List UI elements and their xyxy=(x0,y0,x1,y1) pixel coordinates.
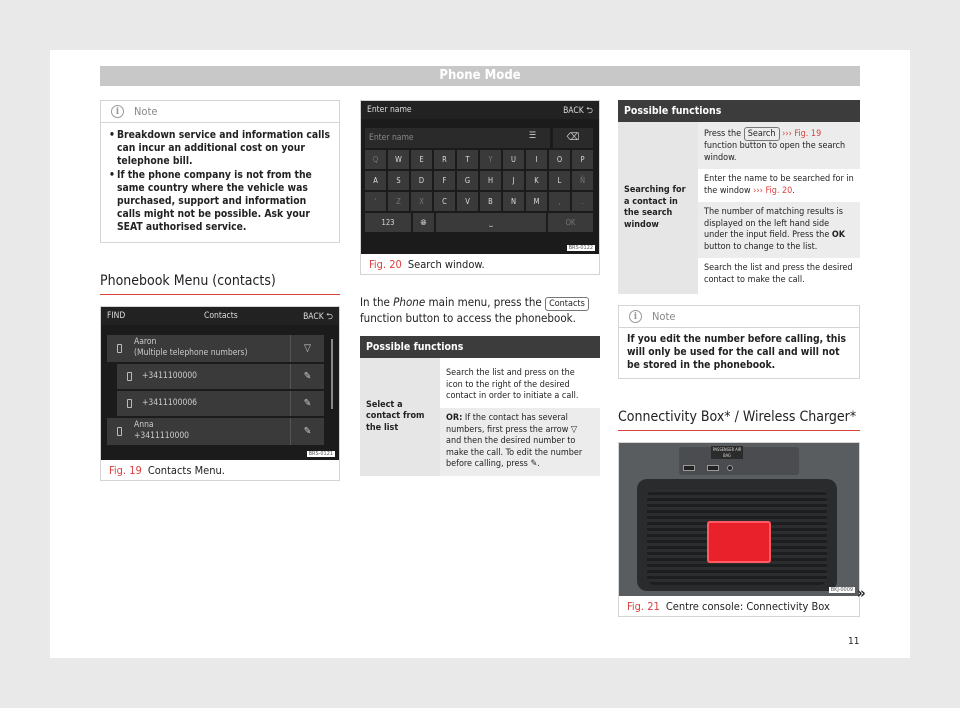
note-box xyxy=(618,305,860,379)
figure-19 xyxy=(100,306,340,481)
contact-name: Anna xyxy=(134,420,154,430)
keyboard-key[interactable]: N xyxy=(503,192,524,211)
keyboard-key[interactable]: E xyxy=(411,150,432,169)
figure-code: BRS-0122 xyxy=(568,245,593,251)
find-button[interactable]: FIND xyxy=(107,311,126,321)
keyboard-key[interactable]: K xyxy=(526,171,547,190)
search-key: Search xyxy=(744,127,780,141)
back-button[interactable]: BACK ⮌ xyxy=(563,106,593,116)
functions-table xyxy=(618,100,860,294)
contact-row[interactable] xyxy=(117,391,324,416)
table-header: Possible functions xyxy=(360,336,600,358)
table-cell: Press the Search ››› Fig. 19 function button to open the search window. xyxy=(698,122,860,169)
figure-number: Fig. 21 xyxy=(627,599,660,613)
keyboard-key[interactable]: F xyxy=(434,171,455,190)
functions-table xyxy=(360,336,600,476)
globe-icon[interactable]: 🌐︎ xyxy=(413,213,434,232)
keyboard-key[interactable]: S xyxy=(388,171,409,190)
figure-code: BKJ-0009 xyxy=(830,587,853,593)
caption-text: Centre console: Connectivity Box xyxy=(665,599,830,613)
edit-pencil-icon[interactable]: ✎ xyxy=(290,364,324,389)
column-left xyxy=(100,100,340,481)
figure-code: BRS-0121 xyxy=(308,451,333,457)
backspace-icon[interactable]: ⌫ xyxy=(553,128,593,148)
keyboard-key[interactable]: B xyxy=(480,192,501,211)
space-key[interactable]: ⎵ xyxy=(436,213,546,232)
intro-paragraph: In the Phone main menu, press the Contacts function button to access the phonebook. xyxy=(360,295,600,326)
search-screen xyxy=(361,101,599,254)
contact-number: +3411100006 xyxy=(142,398,198,408)
contact-row[interactable] xyxy=(117,364,324,389)
section-title: Phonebook Menu (contacts) xyxy=(100,273,340,295)
keyboard-key[interactable]: ' xyxy=(365,192,386,211)
list-icon[interactable]: ☰ xyxy=(529,131,537,141)
table-cell: Enter the name to be searched for in the window ››› Fig. 20. xyxy=(698,169,860,202)
keyboard-key[interactable]: C xyxy=(434,192,455,211)
usb-port[interactable] xyxy=(683,465,695,471)
contact-row[interactable] xyxy=(107,418,324,445)
console-photo xyxy=(619,443,859,596)
edit-pencil-icon[interactable]: ✎ xyxy=(290,418,324,445)
chapter-header: Phone Mode xyxy=(100,66,860,86)
figure-number: Fig. 19 xyxy=(109,463,142,477)
keyboard-key[interactable]: , xyxy=(549,192,570,211)
contact-name: Aaron xyxy=(134,337,157,347)
contacts-screen xyxy=(101,307,339,460)
note-item: • Breakdown service and information calls can incur an additional cost on your telephone bill. xyxy=(109,129,331,168)
search-input[interactable]: Enter name xyxy=(365,128,550,148)
note-header xyxy=(619,306,859,328)
back-button[interactable]: BACK ⮌ xyxy=(303,312,333,322)
caption-text: Search window. xyxy=(407,257,485,271)
note-box xyxy=(100,100,340,243)
column-right xyxy=(618,100,860,617)
note-label: Note xyxy=(652,310,676,323)
table-label: Searching for a contact in the search window xyxy=(618,122,698,294)
phone-icon xyxy=(117,344,122,353)
continued-arrow-icon: » xyxy=(857,584,866,602)
contact-row[interactable] xyxy=(107,335,324,362)
caption-text: Contacts Menu. xyxy=(147,463,225,477)
screen-title: Contacts xyxy=(204,311,238,321)
table-label: Select a contact from the list xyxy=(360,358,440,476)
figure-caption xyxy=(619,596,859,616)
figure-20 xyxy=(360,100,600,275)
note-header xyxy=(101,101,339,123)
keyboard-key[interactable]: R xyxy=(434,150,455,169)
table-header: Possible functions xyxy=(618,100,860,122)
keyboard-key[interactable]: L xyxy=(549,171,570,190)
page-number: 11 xyxy=(848,636,860,647)
screen-title: Enter name xyxy=(367,105,412,115)
table-cell: Search the list and press on the icon to the right of the desired contact in order to initiate a call. xyxy=(440,358,600,408)
screen-topbar xyxy=(361,101,599,119)
note-label: Note xyxy=(134,105,158,118)
aux-port[interactable] xyxy=(727,465,733,471)
keyboard-key[interactable]: D xyxy=(411,171,432,190)
keyboard-key[interactable]: Q xyxy=(365,150,386,169)
figure-21 xyxy=(618,442,860,617)
keyboard-key[interactable]: M xyxy=(526,192,547,211)
usb-port[interactable] xyxy=(707,465,719,471)
table-cell: The number of matching results is displayed on the left hand side under the input field. Press the OK button to change to the list. xyxy=(698,202,860,258)
figure-caption xyxy=(361,254,599,274)
keyboard-key[interactable]: W xyxy=(388,150,409,169)
contact-sub: (Multiple telephone numbers) xyxy=(134,348,248,358)
contact-number: +3411100000 xyxy=(142,371,198,381)
keyboard-key[interactable]: G xyxy=(457,171,478,190)
keyboard-key[interactable]: . xyxy=(572,192,593,211)
keyboard-key[interactable]: I xyxy=(526,150,547,169)
contacts-key: Contacts xyxy=(545,297,589,311)
phone-icon xyxy=(117,427,122,436)
edit-pencil-icon[interactable]: ✎ xyxy=(290,391,324,416)
table-cell: OR: If the contact has several numbers, first press the arrow ▽ and then the desired number to make the call. To edit the number before calling, press ✎. xyxy=(440,408,600,476)
keyboard-key[interactable]: J xyxy=(503,171,524,190)
phone-icon xyxy=(127,372,132,381)
section-title: Connectivity Box* / Wireless Charger* xyxy=(618,409,860,431)
info-icon: i xyxy=(629,310,642,323)
phone-icon xyxy=(127,399,132,408)
expand-arrow-icon[interactable]: ▽ xyxy=(290,335,324,362)
figure-number: Fig. 20 xyxy=(369,257,402,271)
wireless-charger-pad xyxy=(707,521,771,563)
contact-sub: +3411110000 xyxy=(134,431,190,441)
keyboard-key[interactable]: H xyxy=(480,171,501,190)
keyboard-key[interactable]: Y xyxy=(480,150,501,169)
keyboard-key[interactable]: V xyxy=(457,192,478,211)
screen-topbar xyxy=(101,307,339,325)
scrollbar[interactable] xyxy=(331,339,333,409)
keyboard-key[interactable]: A xyxy=(365,171,386,190)
keyboard-key[interactable]: T xyxy=(457,150,478,169)
key-ok[interactable]: OK xyxy=(548,213,593,232)
column-middle xyxy=(360,100,600,476)
note-item: • If the phone company is not from the same country where the vehicle was purchased, support and information calls might not be possible. Ask your SEAT authorised service. xyxy=(109,169,331,234)
key-123[interactable]: 123 xyxy=(365,213,411,232)
keyboard-key[interactable]: Z xyxy=(388,192,409,211)
keyboard-key[interactable]: O xyxy=(549,150,570,169)
keyboard-key[interactable]: Ñ xyxy=(572,171,593,190)
keyboard-key[interactable]: U xyxy=(503,150,524,169)
note-list xyxy=(101,123,339,242)
figure-caption xyxy=(101,460,339,480)
note-text: If you edit the number before calling, this will only be used for the call and will not be stored in the phonebook. xyxy=(627,333,847,371)
airbag-indicator: PASSENGER AIR BAG xyxy=(712,447,742,458)
keyboard-key[interactable]: P xyxy=(572,150,593,169)
info-icon: i xyxy=(111,105,124,118)
keyboard-key[interactable]: X xyxy=(411,192,432,211)
table-cell: Search the list and press the desired contact to make the call. xyxy=(698,258,860,294)
